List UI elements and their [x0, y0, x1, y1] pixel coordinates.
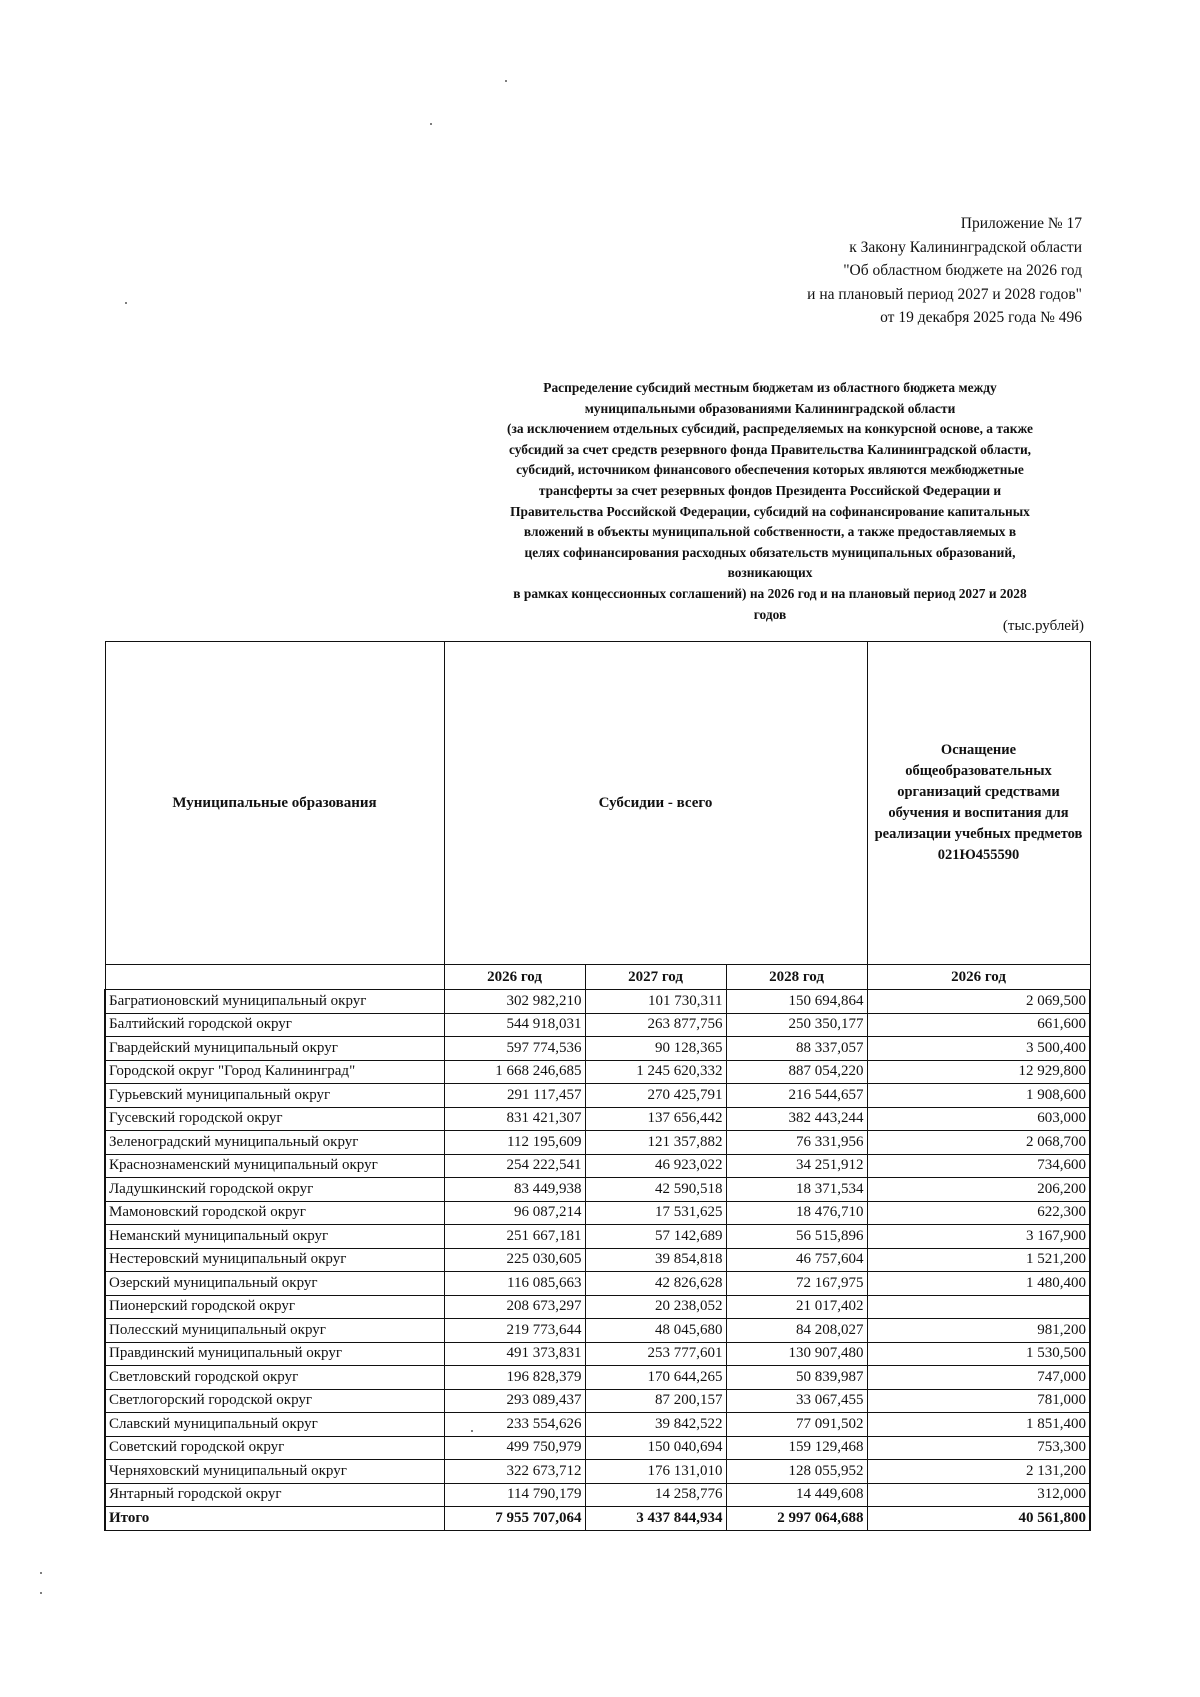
total-2027: 39 842,522: [585, 1413, 726, 1437]
municipality-name: Пионерский городской округ: [105, 1295, 444, 1319]
total-2027: 42 826,628: [585, 1272, 726, 1296]
scan-speck: [40, 1572, 42, 1574]
total-2028: 33 067,455: [726, 1389, 867, 1413]
equipment-2026: 753,300: [867, 1436, 1090, 1460]
municipality-name: Нестеровский муниципальный округ: [105, 1248, 444, 1272]
equipment-2026: 2 069,500: [867, 990, 1090, 1014]
total-2028: 84 208,027: [726, 1319, 867, 1343]
total-2028: 250 350,177: [726, 1013, 867, 1037]
total-2026: 499 750,979: [444, 1436, 585, 1460]
total-2027: 101 730,311: [585, 990, 726, 1014]
total-2026: 291 117,457: [444, 1084, 585, 1108]
equipment-2026: 747,000: [867, 1366, 1090, 1390]
total-2027: 137 656,442: [585, 1107, 726, 1131]
municipality-name: Мамоновский городской округ: [105, 1201, 444, 1225]
subsidy-table: [104, 641, 1091, 1531]
municipality-name: Краснознаменский муниципальный округ: [105, 1154, 444, 1178]
total-2028: 887 054,220: [726, 1060, 867, 1084]
total-2027: 90 128,365: [585, 1037, 726, 1061]
equipment-2026: 622,300: [867, 1201, 1090, 1225]
header-line: и на плановый период 2027 и 2028 годов": [807, 285, 1082, 303]
total-2028: 50 839,987: [726, 1366, 867, 1390]
year-header-empty: [105, 965, 444, 990]
municipality-name: Гвардейский муниципальный округ: [105, 1037, 444, 1061]
municipality-name: Светловский городской округ: [105, 1366, 444, 1390]
table-row: [105, 1107, 1090, 1131]
total-2027: 1 245 620,332: [585, 1060, 726, 1084]
total-2028: 76 331,956: [726, 1131, 867, 1155]
total-2026: 7 955 707,064: [444, 1507, 585, 1531]
total-2028: 18 476,710: [726, 1201, 867, 1225]
municipality-name: Гусевский городской округ: [105, 1107, 444, 1131]
total-2028: 21 017,402: [726, 1295, 867, 1319]
table-row: [105, 1436, 1090, 1460]
header-line: Приложение № 17: [960, 215, 1082, 232]
total-2028: 56 515,896: [726, 1225, 867, 1249]
municipality-name: Городской округ "Город Калининград": [105, 1060, 444, 1084]
document-title: [440, 378, 1100, 625]
total-2027: 17 531,625: [585, 1201, 726, 1225]
title-line: субсидий, источником финансового обеспечения которых являются межбюджетные: [516, 462, 1024, 478]
table-row: [105, 1460, 1090, 1484]
municipality-name: Правдинский муниципальный округ: [105, 1342, 444, 1366]
municipality-name: Советский городской округ: [105, 1436, 444, 1460]
title-line: муниципальными образованиями Калининградской области: [584, 400, 956, 416]
scan-speck: [505, 80, 507, 82]
equipment-2026: 1 480,400: [867, 1272, 1090, 1296]
column-header-total: Субсидии - всего: [444, 642, 867, 965]
title-line: в рамках концессионных соглашений) на 2026 год и на плановый период 2027 и 2028: [513, 585, 1027, 601]
title-line: целях софинансирования расходных обязательств муниципальных образований,: [524, 544, 1016, 560]
total-2026: 114 790,179: [444, 1483, 585, 1507]
municipality-name: Багратионовский муниципальный округ: [105, 990, 444, 1014]
total-2028: 2 997 064,688: [726, 1507, 867, 1531]
column-header-equipment: Оснащение общеобразовательных организаций средствами обучения и воспитания для реализации учебных предметов 021Ю455590: [867, 642, 1090, 965]
equipment-2026: 12 929,800: [867, 1060, 1090, 1084]
total-2028: 128 055,952: [726, 1460, 867, 1484]
table-row: [105, 1319, 1090, 1343]
total-2027: 39 854,818: [585, 1248, 726, 1272]
appendix-header: [807, 212, 1082, 330]
equipment-2026: 206,200: [867, 1178, 1090, 1202]
title-line: Распределение субсидий местным бюджетам из областного бюджета между: [543, 380, 997, 395]
equipment-2026: [867, 1295, 1090, 1319]
total-2026: 293 089,437: [444, 1389, 585, 1413]
total-label: Итого: [105, 1507, 444, 1531]
scan-speck: [125, 302, 127, 304]
municipality-name: Зеленоградский муниципальный округ: [105, 1131, 444, 1155]
table-row: [105, 1342, 1090, 1366]
header-line: к Закону Калининградской области: [849, 238, 1082, 256]
equipment-2026: 1 521,200: [867, 1248, 1090, 1272]
total-2027: 57 142,689: [585, 1225, 726, 1249]
total-2027: 3 437 844,934: [585, 1507, 726, 1531]
table-row: [105, 1084, 1090, 1108]
table-row: [105, 1272, 1090, 1296]
total-2028: 150 694,864: [726, 990, 867, 1014]
municipality-name: Неманский муниципальный округ: [105, 1225, 444, 1249]
table-row: [105, 1295, 1090, 1319]
total-2026: 116 085,663: [444, 1272, 585, 1296]
table-row: [105, 1154, 1090, 1178]
total-2027: 253 777,601: [585, 1342, 726, 1366]
scan-speck: [430, 123, 432, 125]
total-row: [105, 1507, 1090, 1531]
total-2026: 302 982,210: [444, 990, 585, 1014]
year-header: 2026 год: [444, 965, 585, 990]
table-row: [105, 1201, 1090, 1225]
total-2027: 176 131,010: [585, 1460, 726, 1484]
municipality-name: Балтийский городской округ: [105, 1013, 444, 1037]
total-2026: 208 673,297: [444, 1295, 585, 1319]
title-line: трансферты за счет резервных фондов Президента Российской Федерации и: [538, 482, 1002, 498]
units-label: (тыс.рублей): [1002, 618, 1084, 634]
title-line: (за исключением отдельных субсидий, распределяемых на конкурсной основе, а также: [507, 421, 1033, 437]
total-2027: 87 200,157: [585, 1389, 726, 1413]
total-2028: 88 337,057: [726, 1037, 867, 1061]
title-line: годов: [753, 606, 787, 622]
total-2026: 219 773,644: [444, 1319, 585, 1343]
total-2028: 72 167,975: [726, 1272, 867, 1296]
total-2026: 225 030,605: [444, 1248, 585, 1272]
municipality-name: Ладушкинский городской округ: [105, 1178, 444, 1202]
header-line: от 19 декабря 2025 года № 496: [880, 309, 1082, 326]
equipment-2026: 734,600: [867, 1154, 1090, 1178]
table-row: [105, 1013, 1090, 1037]
total-2026: 196 828,379: [444, 1366, 585, 1390]
municipality-name: Черняховский муниципальный округ: [105, 1460, 444, 1484]
total-2026: 597 774,536: [444, 1037, 585, 1061]
total-2026: 491 373,831: [444, 1342, 585, 1366]
total-2027: 150 040,694: [585, 1436, 726, 1460]
equipment-2026: 661,600: [867, 1013, 1090, 1037]
municipality-name: Гурьевский муниципальный округ: [105, 1084, 444, 1108]
total-2028: 14 449,608: [726, 1483, 867, 1507]
table-row: [105, 1413, 1090, 1437]
equipment-2026: 3 500,400: [867, 1037, 1090, 1061]
title-line: вложений в объекты муниципальной собственности, а также предоставляемых в: [523, 524, 1017, 540]
scan-speck: [40, 1592, 42, 1594]
total-2026: 831 421,307: [444, 1107, 585, 1131]
table-row: [105, 1037, 1090, 1061]
equipment-2026: 603,000: [867, 1107, 1090, 1131]
year-header: 2027 год: [585, 965, 726, 990]
table-row: [105, 990, 1090, 1014]
total-2026: 1 668 246,685: [444, 1060, 585, 1084]
table-row: [105, 1131, 1090, 1155]
year-header: 2028 год: [726, 965, 867, 990]
total-2028: 216 544,657: [726, 1084, 867, 1108]
total-2027: 42 590,518: [585, 1178, 726, 1202]
table-row: [105, 1248, 1090, 1272]
total-2026: 322 673,712: [444, 1460, 585, 1484]
total-2026: 233 554,626: [444, 1413, 585, 1437]
header-line: "Об областном бюджете на 2026 год: [843, 262, 1082, 279]
total-2026: 112 195,609: [444, 1131, 585, 1155]
scan-speck: [471, 1430, 473, 1432]
total-2027: 263 877,756: [585, 1013, 726, 1037]
total-2026: 254 222,541: [444, 1154, 585, 1178]
municipality-name: Озерский муниципальный округ: [105, 1272, 444, 1296]
total-2027: 46 923,022: [585, 1154, 726, 1178]
total-2028: 34 251,912: [726, 1154, 867, 1178]
total-2026: 83 449,938: [444, 1178, 585, 1202]
table-row: [105, 1178, 1090, 1202]
total-2027: 48 045,680: [585, 1319, 726, 1343]
total-2028: 77 091,502: [726, 1413, 867, 1437]
total-2027: 170 644,265: [585, 1366, 726, 1390]
year-header: 2026 год: [867, 965, 1090, 990]
title-line: возникающих: [727, 565, 813, 581]
table-row: [105, 1389, 1090, 1413]
table-row: [105, 1060, 1090, 1084]
table-row: [105, 1366, 1090, 1390]
equipment-2026: 40 561,800: [867, 1507, 1090, 1531]
table-body: [105, 990, 1090, 1531]
column-header-municipality: Муниципальные образования: [105, 642, 444, 965]
equipment-2026: 1 851,400: [867, 1413, 1090, 1437]
equipment-2026: 1 530,500: [867, 1342, 1090, 1366]
total-2026: 96 087,214: [444, 1201, 585, 1225]
total-2026: 544 918,031: [444, 1013, 585, 1037]
equipment-2026: 312,000: [867, 1483, 1090, 1507]
table-row: [105, 1483, 1090, 1507]
total-2027: 14 258,776: [585, 1483, 726, 1507]
equipment-2026: 1 908,600: [867, 1084, 1090, 1108]
title-line: Правительства Российской Федерации, субсидий на софинансирование капитальных: [510, 503, 1030, 519]
municipality-name: Янтарный городской округ: [105, 1483, 444, 1507]
total-2028: 18 371,534: [726, 1178, 867, 1202]
total-2027: 20 238,052: [585, 1295, 726, 1319]
total-2028: 46 757,604: [726, 1248, 867, 1272]
municipality-name: Полесский муниципальный округ: [105, 1319, 444, 1343]
title-line: субсидий за счет средств резервного фонда Правительства Калининградской области,: [508, 441, 1032, 457]
municipality-name: Светлогорский городской округ: [105, 1389, 444, 1413]
equipment-2026: 2 068,700: [867, 1131, 1090, 1155]
total-2028: 159 129,468: [726, 1436, 867, 1460]
total-2027: 121 357,882: [585, 1131, 726, 1155]
table-row: [105, 1225, 1090, 1249]
total-2028: 130 907,480: [726, 1342, 867, 1366]
total-2028: 382 443,244: [726, 1107, 867, 1131]
equipment-2026: 2 131,200: [867, 1460, 1090, 1484]
equipment-2026: 3 167,900: [867, 1225, 1090, 1249]
equipment-2026: 981,200: [867, 1319, 1090, 1343]
total-2027: 270 425,791: [585, 1084, 726, 1108]
equipment-2026: 781,000: [867, 1389, 1090, 1413]
municipality-name: Славский муниципальный округ: [105, 1413, 444, 1437]
total-2026: 251 667,181: [444, 1225, 585, 1249]
